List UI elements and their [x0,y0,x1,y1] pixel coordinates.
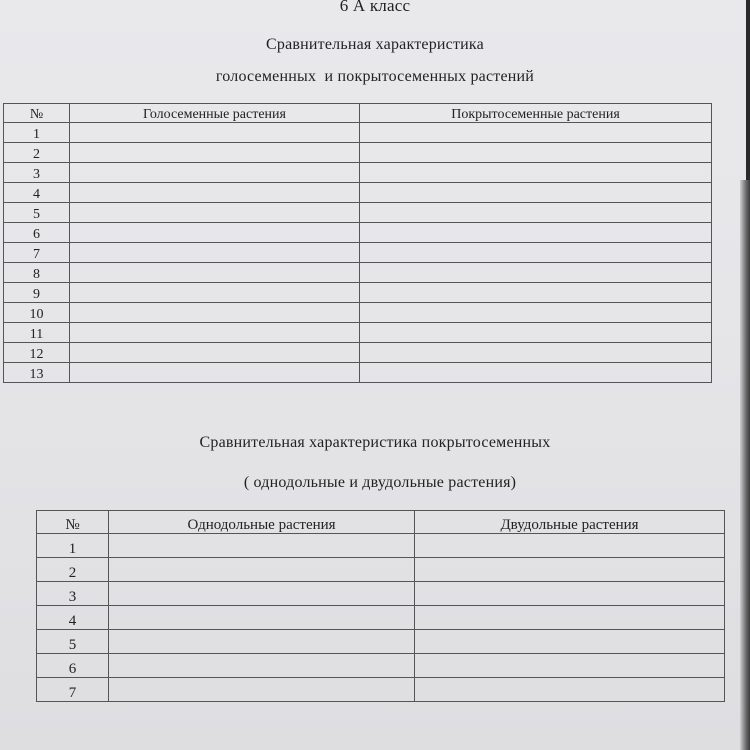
table-header-row [37,511,725,534]
angiosperms-cell[interactable] [360,283,712,303]
table-row [4,263,712,283]
column-header-gymnosperms: Голосеменные растения [70,104,360,123]
table-row [4,323,712,343]
paper-edge-shadow [740,180,750,750]
gymnosperms-cell[interactable] [70,263,360,283]
table-row [37,534,725,558]
class-title: 6 А класс [339,0,411,15]
table-row [4,343,712,363]
column-header-angiosperms: Покрытосеменные растения [360,104,712,123]
angiosperms-cell[interactable] [360,183,712,203]
row-number: 5 [4,203,70,223]
monocots-cell[interactable] [109,534,415,558]
row-number: 10 [4,303,70,323]
table1-title-line2: голосеменных и покрытосеменных растений [215,68,535,85]
table1-title-line1: Сравнительная характеристика [266,36,484,53]
row-number: 9 [4,283,70,303]
row-number: 1 [4,123,70,143]
row-number: 4 [4,183,70,203]
angiosperms-cell[interactable] [360,363,712,383]
row-number: 2 [4,143,70,163]
table-row [37,654,725,678]
table-gymnosperms-angiosperms [3,103,712,383]
angiosperms-cell[interactable] [360,163,712,183]
dicots-cell[interactable] [415,582,725,606]
table-row [4,243,712,263]
gymnosperms-cell[interactable] [70,183,360,203]
table-row [4,183,712,203]
angiosperms-cell[interactable] [360,203,712,223]
table-row [4,143,712,163]
table-header-row [4,104,712,123]
gymnosperms-cell[interactable] [70,283,360,303]
angiosperms-cell[interactable] [360,303,712,323]
gymnosperms-cell[interactable] [70,323,360,343]
angiosperms-cell[interactable] [360,223,712,243]
table-row [37,582,725,606]
gymnosperms-cell[interactable] [70,163,360,183]
angiosperms-cell[interactable] [360,123,712,143]
table-row [4,283,712,303]
table-row [4,363,712,383]
table-row [4,163,712,183]
row-number: 6 [37,654,109,678]
monocots-cell[interactable] [109,606,415,630]
table-row [37,606,725,630]
monocots-cell[interactable] [109,582,415,606]
monocots-cell[interactable] [109,558,415,582]
row-number: 12 [4,343,70,363]
row-number: 7 [4,243,70,263]
table-row [4,123,712,143]
angiosperms-cell[interactable] [360,263,712,283]
column-header-number: № [4,104,70,123]
table2-title-line1: Сравнительная характеристика покрытосеменных [199,434,551,451]
table-row [4,303,712,323]
row-number: 3 [4,163,70,183]
dicots-cell[interactable] [415,678,725,702]
row-number: 3 [37,582,109,606]
row-number: 11 [4,323,70,343]
row-number: 7 [37,678,109,702]
dicots-cell[interactable] [415,630,725,654]
row-number: 6 [4,223,70,243]
gymnosperms-cell[interactable] [70,343,360,363]
angiosperms-cell[interactable] [360,343,712,363]
gymnosperms-cell[interactable] [70,243,360,263]
table-monocots-dicots [36,510,725,702]
table-row [37,630,725,654]
row-number: 1 [37,534,109,558]
table-row [4,203,712,223]
monocots-cell[interactable] [109,678,415,702]
dicots-cell[interactable] [415,654,725,678]
angiosperms-cell[interactable] [360,243,712,263]
row-number: 5 [37,630,109,654]
table-row [37,558,725,582]
table-row [37,678,725,702]
column-header-monocots: Однодольные растения [109,511,415,534]
dicots-cell[interactable] [415,606,725,630]
monocots-cell[interactable] [109,630,415,654]
gymnosperms-cell[interactable] [70,363,360,383]
dicots-cell[interactable] [415,558,725,582]
row-number: 8 [4,263,70,283]
gymnosperms-cell[interactable] [70,303,360,323]
table-row [4,223,712,243]
row-number: 4 [37,606,109,630]
gymnosperms-cell[interactable] [70,203,360,223]
row-number: 2 [37,558,109,582]
row-number: 13 [4,363,70,383]
monocots-cell[interactable] [109,654,415,678]
dicots-cell[interactable] [415,534,725,558]
table2-title-line2: ( однодольные и двудольные растения) [243,474,517,491]
column-header-dicots: Двудольные растения [415,511,725,534]
gymnosperms-cell[interactable] [70,123,360,143]
angiosperms-cell[interactable] [360,143,712,163]
column-header-number: № [37,511,109,534]
gymnosperms-cell[interactable] [70,143,360,163]
angiosperms-cell[interactable] [360,323,712,343]
gymnosperms-cell[interactable] [70,223,360,243]
